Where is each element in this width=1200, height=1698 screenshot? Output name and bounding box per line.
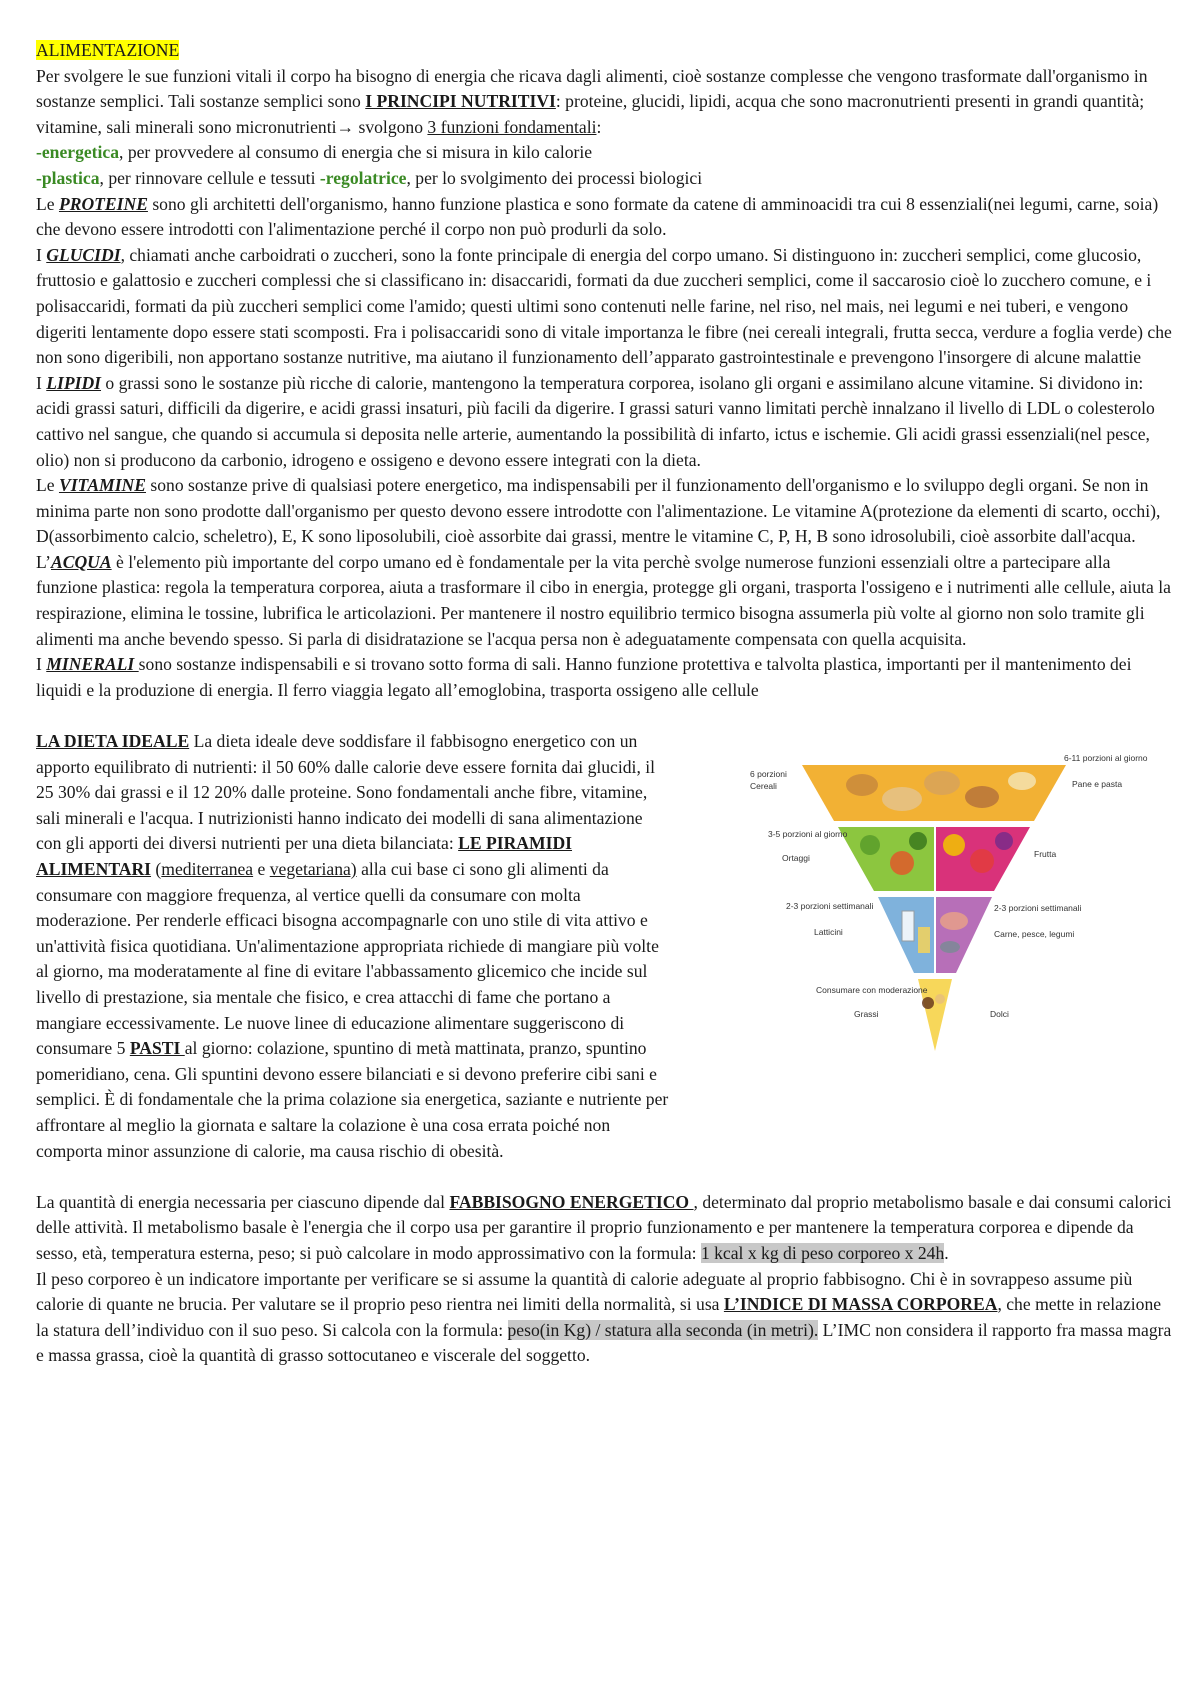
dieta-keyword: LA DIETA IDEALE	[36, 731, 190, 752]
principi-nutritivi-keyword: I PRINCIPI NUTRITIVI	[365, 91, 556, 112]
lipidi-paragraph	[36, 371, 1172, 473]
dieta-text-2: (	[151, 859, 162, 879]
plastica-label: -plastica	[36, 167, 100, 188]
glucidi-paragraph	[36, 243, 1172, 371]
minerali-keyword: MINERALI	[46, 654, 139, 675]
dieta-paragraph-top	[36, 729, 672, 1164]
imc-formula: peso(in Kg) / statura alla seconda (in metri).	[507, 1319, 819, 1340]
pyramid-band-carne	[936, 897, 992, 973]
fabbisogno-paragraph	[36, 1190, 1172, 1267]
imc-text-2: , che mette in relazione la statura dell’individuo con il suo peso. Si calcola con la formula:	[36, 1294, 1162, 1340]
glucidi-pre: I	[36, 244, 47, 265]
label-pane-dose: 6-11 porzioni al giorno	[1064, 753, 1148, 764]
label-dolci: Dolci	[990, 1009, 1009, 1020]
label-ortaggi: Ortaggi	[782, 853, 810, 864]
intro-paragraph	[36, 64, 1172, 141]
label-cereali: Cereali	[750, 781, 777, 792]
label-carne: Carne, pesce, legumi	[994, 929, 1075, 940]
label-ortaggi-dose: 3-5 porzioni al giorno	[768, 829, 848, 840]
piramidi-keyword: LE PIRAMIDI ALIMENTARI	[36, 833, 573, 879]
imc-text: Il peso corporeo è un indicatore importante per verificare se si assume la quantità di calorie adeguate al proprio fabbisogno. Chi è in sovrappeso assume più calorie di quante ne brucia. Per valutare se il proprio peso rientra nei limiti della normalità, si usa	[36, 1268, 1133, 1315]
vitamine-paragraph	[36, 473, 1172, 550]
regolatrice-text: , per lo svolgimento dei processi biologici	[406, 167, 703, 188]
proteine-paragraph	[36, 192, 1172, 243]
label-frutta: Frutta	[1034, 849, 1057, 860]
food-pyramid-image	[742, 741, 1148, 1095]
fabbisogno-keyword: FABBISOGNO ENERGETICO	[449, 1191, 694, 1212]
dieta-text: La dieta ideale deve soddisfare il fabbisogno energetico con un apporto equilibrato di nutrienti: il 50 60% dalle calorie deve essere fornita dai glucidi, il 25 30% dai grassi e il 12 20% dalle proteine. Sono fondamentali anche fibre, vitamine, sali minerali e l'acqua. I nutrizionisti hanno indicato dei modelli di sana alimentazione con gli apporti dei diversi nutrienti per una dieta bilanciata:	[36, 731, 656, 854]
dieta-text-4: alla cui base ci sono gli alimenti da consumare con maggiore frequenza, al vertice quelli da consumare con molta moderazione. Per renderle efficaci bisogna accompagnarle con uno stile di vita attivo e un'attività fisica quotidiana. Un'alimentazione appropriata richiede di mangiare più volte al giorno, ma moderatamente al fine di evitare l'abbassamento glicemico che incide sul livello di prestazione, sia mentale che fisico, e crea attacchi di fame che portano a mangiare eccessivamente. Le nuove linee di educazione alimentare suggeriscono di consumare 5	[36, 859, 659, 1059]
function-plastica-regolatrice	[36, 166, 1172, 192]
document-page	[36, 38, 1172, 1369]
vitamine-text: sono sostanze prive di qualsiasi potere energetico, ma indispensabili per il funzionamento dell'organismo e lo sviluppo degli organi. Se non in minima parte non sono prodotte dall'organismo per questo devono essere introdotte con l'alimentazione. Le vitamine A(protezione da elementi di scarto, occhi), D(assorbimento calcio, scheletro), E, K sono liposolubili, cioè assorbite dai grassi, mentre le vitamine C, P, H, B sono idrosolubili, cioè assorbite dall'acqua.	[36, 475, 1161, 547]
imc-keyword: L’INDICE DI MASSA CORPOREA	[723, 1294, 998, 1315]
pasti-keyword: PASTI	[129, 1038, 185, 1059]
fabbisogno-text-2: , determinato dal proprio metabolismo basale e dai consumi calorici delle attività. Il metabolismo basale è l'energia che il corpo usa per garantire il proprio funzionamento e per mantenere la temperatura corporea e dipende da sesso, età, temperatura esterna, peso; si può calcolare in modo approssimativo con la formula:	[36, 1191, 1172, 1263]
energetica-text: , per provvedere al consumo di energia che si misura in kilo calorie	[119, 142, 593, 163]
label-grassi: Grassi	[854, 1009, 879, 1020]
mediterranea-text: mediterranea	[161, 859, 254, 879]
energetica-label: -energetica	[36, 142, 120, 163]
intro-text-2: : proteine, glucidi, lipidi, acqua che sono macronutrienti presenti in grandi quantità; vitamine, sali minerali sono micronutrienti	[36, 91, 1145, 137]
vitamine-keyword: VITAMINE	[58, 475, 146, 496]
fabbisogno-text-3: .	[944, 1242, 949, 1263]
spacer	[36, 703, 1172, 729]
lipidi-pre: I	[36, 372, 47, 393]
label-moderazione: Consumare con moderazione	[816, 985, 928, 996]
dieta-text-3: e	[253, 859, 270, 879]
title-highlight: ALIMENTAZIONE	[36, 40, 180, 60]
acqua-pre: L’	[36, 551, 51, 572]
label-pane: Pane e pasta	[1072, 779, 1123, 790]
label-cereali-dose: 6 porzioni	[750, 769, 787, 780]
label-latticini: Latticini	[814, 927, 843, 938]
dieta-text-5: al giorno: colazione, spuntino di metà mattinata, pranzo, spuntino pomeridiano, cena. Gli spuntini devono essere bilanciati e si devono preferire cibi sani e semplici. È di fondamentale che la prima colazione sia energetica, saziante e nutriente per affrontare al meglio la giornata e saltare la colazione è una cosa errata poiché non comporta minor assunzione di calorie, ma causa rischio di obesità.	[36, 1038, 669, 1161]
proteine-pre: Le	[36, 193, 59, 214]
dieta-section	[36, 729, 1172, 1164]
imc-text-3: L’IMC non considera il rapporto fra massa magra e massa grassa, cioè la quantità di grasso sottocutaneo e viscerale del soggetto.	[36, 1319, 1172, 1366]
arrow-symbol: →	[336, 116, 355, 137]
lipidi-keyword: LIPIDI	[46, 372, 102, 393]
minerali-text: sono sostanze indispensabili e si trovano sotto forma di sali. Hanno funzione protettiva e talvolta plastica, importanti per il mantenimento dei liquidi e la produzione di energia. Il ferro viaggia legato all’emoglobina, trasporta ossigeno alle cellule	[36, 654, 1132, 700]
minerali-paragraph	[36, 652, 1172, 703]
acqua-paragraph	[36, 550, 1172, 652]
fabbisogno-text: La quantità di energia necessaria per ciascuno dipende dal	[36, 1191, 450, 1212]
acqua-keyword: ACQUA	[51, 551, 112, 572]
function-energetica	[36, 140, 1172, 166]
label-carne-dose: 2-3 porzioni settimanali	[994, 903, 1082, 914]
vitamine-pre: Le	[36, 475, 59, 496]
label-latticini-dose: 2-3 porzioni settimanali	[786, 901, 874, 912]
intro-text-3: svolgono	[354, 116, 428, 137]
glucidi-keyword: GLUCIDI	[46, 244, 121, 265]
vegetariana-text: vegetariana)	[269, 859, 357, 879]
glucidi-text: , chiamati anche carboidrati o zuccheri, sono la fonte principale di energia del corpo umano. Si distinguono in: zuccheri semplici, come glucosio, fruttosio e galattosio e zuccheri complessi che si classificano in: disaccaridi, formati da due zuccheri semplici, come il saccarosio cioè lo zucchero comune, e i polisaccaridi, formati da più zuccheri semplici come l'amido; questi ultimi sono contenuti nelle farine, nel riso, nel mais, nei legumi e nei tuberi, e vengono digeriti lentamente dopo essere stati scomposti. Fra i polisaccaridi sono di vitale importanza le fibre (nei cereali integrali, frutta secca, verdure a foglia verde) che non sono digeribili, non apportano sostanze nutritive, ma aiutano il funzionamento dell’apparato gastrointestinale e prevengono l'insorgere di alcune malattie	[36, 244, 1172, 368]
spacer-2	[36, 1164, 1172, 1190]
proteine-text: sono gli architetti dell'organismo, hanno funzione plastica e sono formate da catene di amminoacidi tra cui 8 essenziali(nei legumi, carne, soia) che devono essere introdotti con l'alimentazione perché il corpo non può produrli da solo.	[36, 193, 1159, 240]
proteine-keyword: PROTEINE	[58, 193, 148, 214]
kcal-formula: 1 kcal x kg di peso corporeo x 24h	[700, 1242, 945, 1263]
acqua-text: è l'elemento più importante del corpo umano ed è fondamentale per la vita perchè svolge numerose funzioni essenziali oltre a partecipare alla funzione plastica: regola la temperatura corporea, aiuta a trasformare il cibo in energia, protegge gli organi, trasporta l'ossigeno e i nutrimenti alle cellule, aiuta la respirazione, elimina le tossine, lubrifica le articolazioni. Per mantenere il nostro equilibrio termico bisogna assumerla più volte al giorno non solo tramite gli alimenti ma anche bevendo spesso. Si parla di disidratazione se l'acqua persa non è adeguatamente compensata con quella acquisita.	[36, 551, 1171, 649]
minerali-pre: I	[36, 654, 47, 675]
intro-text: Per svolgere le sue funzioni vitali il corpo ha bisogno di energia che ricava dagli alimenti, cioè sostanze complesse che vengono trasformate dall'organismo in sostanze semplici. Tali sostanze semplici sono	[36, 65, 1148, 112]
regolatrice-label: -regolatrice	[319, 167, 407, 188]
doc-title	[36, 38, 1172, 64]
lipidi-text: o grassi sono le sostanze più ricche di calorie, mantengono la temperatura corporea, isolano gli organi e assimilano alcune vitamine. Si dividono in: acidi grassi saturi, difficili da digerire, e acidi grassi insaturi, più facili da digerire. I grassi saturi vanno limitati perchè innalzano il livello di LDL o colesterolo cattivo nel sangue, che quando si accumula si deposita nelle arterie, aumentando la possibilità di infarto, ictus e ischemie. Gli acidi grassi essenziali(nel pesce, olio) non si producono da carbonio, idrogeno e ossigeno e devono essere integrati con la dieta.	[36, 372, 1155, 470]
funzioni-keyword: 3 funzioni fondamentali	[427, 116, 597, 137]
imc-paragraph	[36, 1267, 1172, 1369]
intro-text-4: :	[596, 116, 602, 137]
plastica-text: , per rinnovare cellule e tessuti	[99, 167, 320, 188]
